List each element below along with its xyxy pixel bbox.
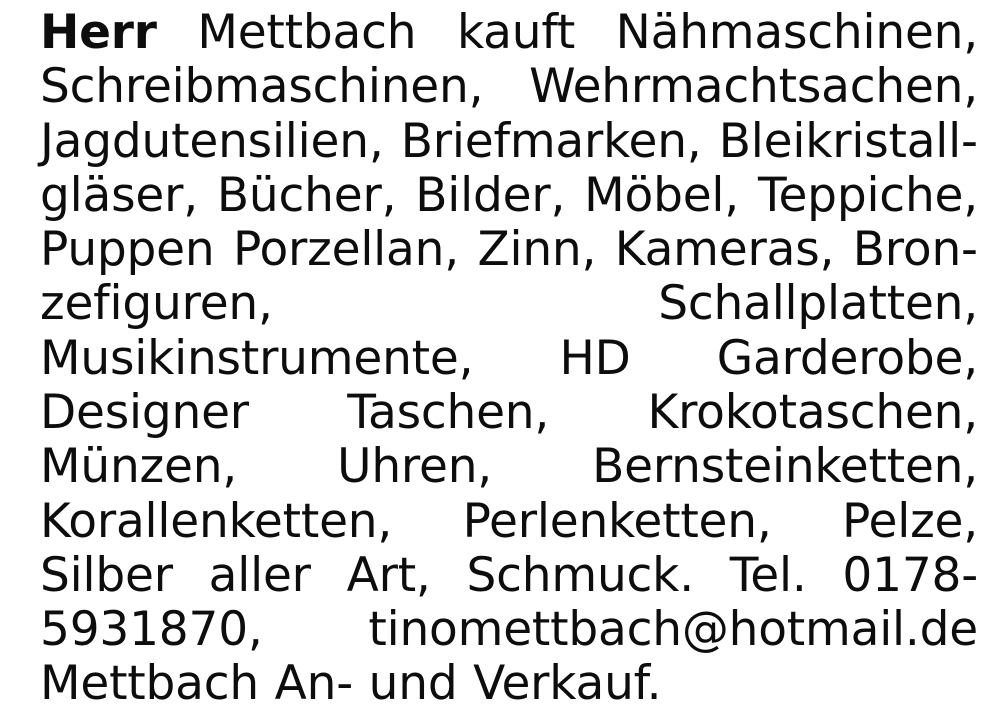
advertisement-paragraph	[40, 6, 978, 712]
advertisement-body-text: Mettbach kauft Nähmaschinen, Schreibmaschinen, Wehrmachtsachen, Jagdutensilien, Briefmarken, Bleikristallgläser, Bücher, Bilder, Möbel, Teppiche, Puppen Porzellan, Zinn, Kameras, Bronzefiguren, Schallplatten, Musikinstrumente, HD Garderobe, Designer Taschen, Krokotaschen, Münzen, Uhren, Bernsteinketten, Korallenketten, Perlenketten, Pelze, Silber aller Art, Schmuck. Tel. 0178-5931870, tinomettbach@hotmail.de Mettbach An- und Verkauf.	[40, 5, 978, 712]
advertiser-lead-in: Herr	[40, 5, 157, 60]
